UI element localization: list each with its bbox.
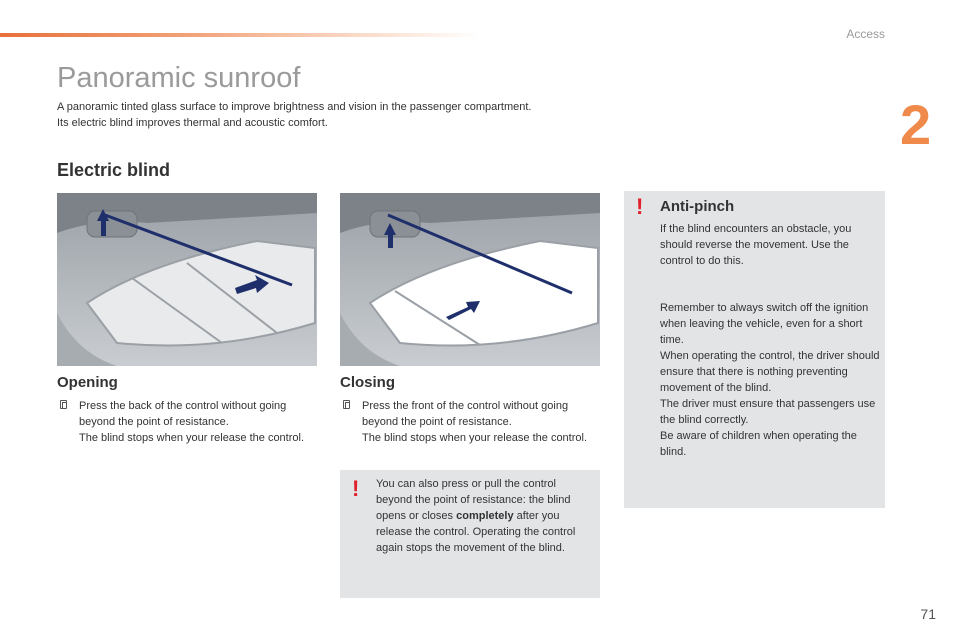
opening-line: Press the back of the control without going beyond the point of resistance.	[79, 400, 287, 428]
subsection-title: Electric blind	[57, 160, 171, 180]
section-label: Access	[846, 27, 885, 41]
closing-title: Closing	[340, 374, 395, 391]
chapter-number: 2	[900, 93, 932, 156]
intro-line: A panoramic tinted glass surface to improve brightness and vision in the passenger compartment.	[57, 101, 532, 113]
reminder-line: Remember to always switch off the ignition when leaving the vehicle, even for a short time.	[660, 302, 869, 346]
exclamation-icon: !	[352, 476, 360, 501]
reminder-line: When operating the control, the driver should ensure that there is nothing preventing movement of the blind.	[660, 350, 880, 394]
opening-illustration	[57, 193, 317, 366]
closing-note-text	[376, 476, 594, 556]
reminder-line: Be aware of children when operating the blind.	[660, 430, 857, 458]
checkbox-bullet-icon	[343, 400, 350, 409]
reminder-line: The driver must ensure that passengers use the blind correctly.	[660, 398, 876, 426]
closing-instruction	[340, 398, 595, 446]
antipinch-title: Anti-pinch	[660, 198, 735, 215]
closing-line: The blind stops when your release the control.	[362, 432, 588, 444]
antipinch-text: If the blind encounters an obstacle, you should reverse the movement. Use the control to do this.	[660, 223, 852, 267]
closing-note-box	[340, 470, 600, 598]
antipinch-box	[624, 191, 885, 508]
opening-title: Opening	[57, 374, 118, 391]
note-text-part: You can also press or pull the control beyond the point of resistance: the blind opens or closes	[376, 478, 571, 522]
note-text-part: after you release the control. Operating the control again stops the movement of the blind.	[376, 510, 576, 554]
exclamation-icon: !	[636, 194, 644, 219]
closing-line: Press the front of the control without going beyond the point of resistance.	[362, 400, 569, 428]
header-accent-bar	[0, 33, 480, 37]
page-number: 71	[920, 606, 936, 622]
closing-illustration	[340, 193, 600, 366]
antipinch-reminder	[660, 300, 882, 460]
intro-text	[57, 99, 637, 131]
page-title: Panoramic sunroof	[57, 62, 301, 94]
note-text-bold: completely	[456, 510, 514, 522]
checkbox-bullet-icon	[60, 400, 67, 409]
opening-instruction	[57, 398, 312, 446]
opening-line: The blind stops when your release the control.	[79, 432, 305, 444]
intro-line: Its electric blind improves thermal and acoustic comfort.	[57, 117, 328, 129]
